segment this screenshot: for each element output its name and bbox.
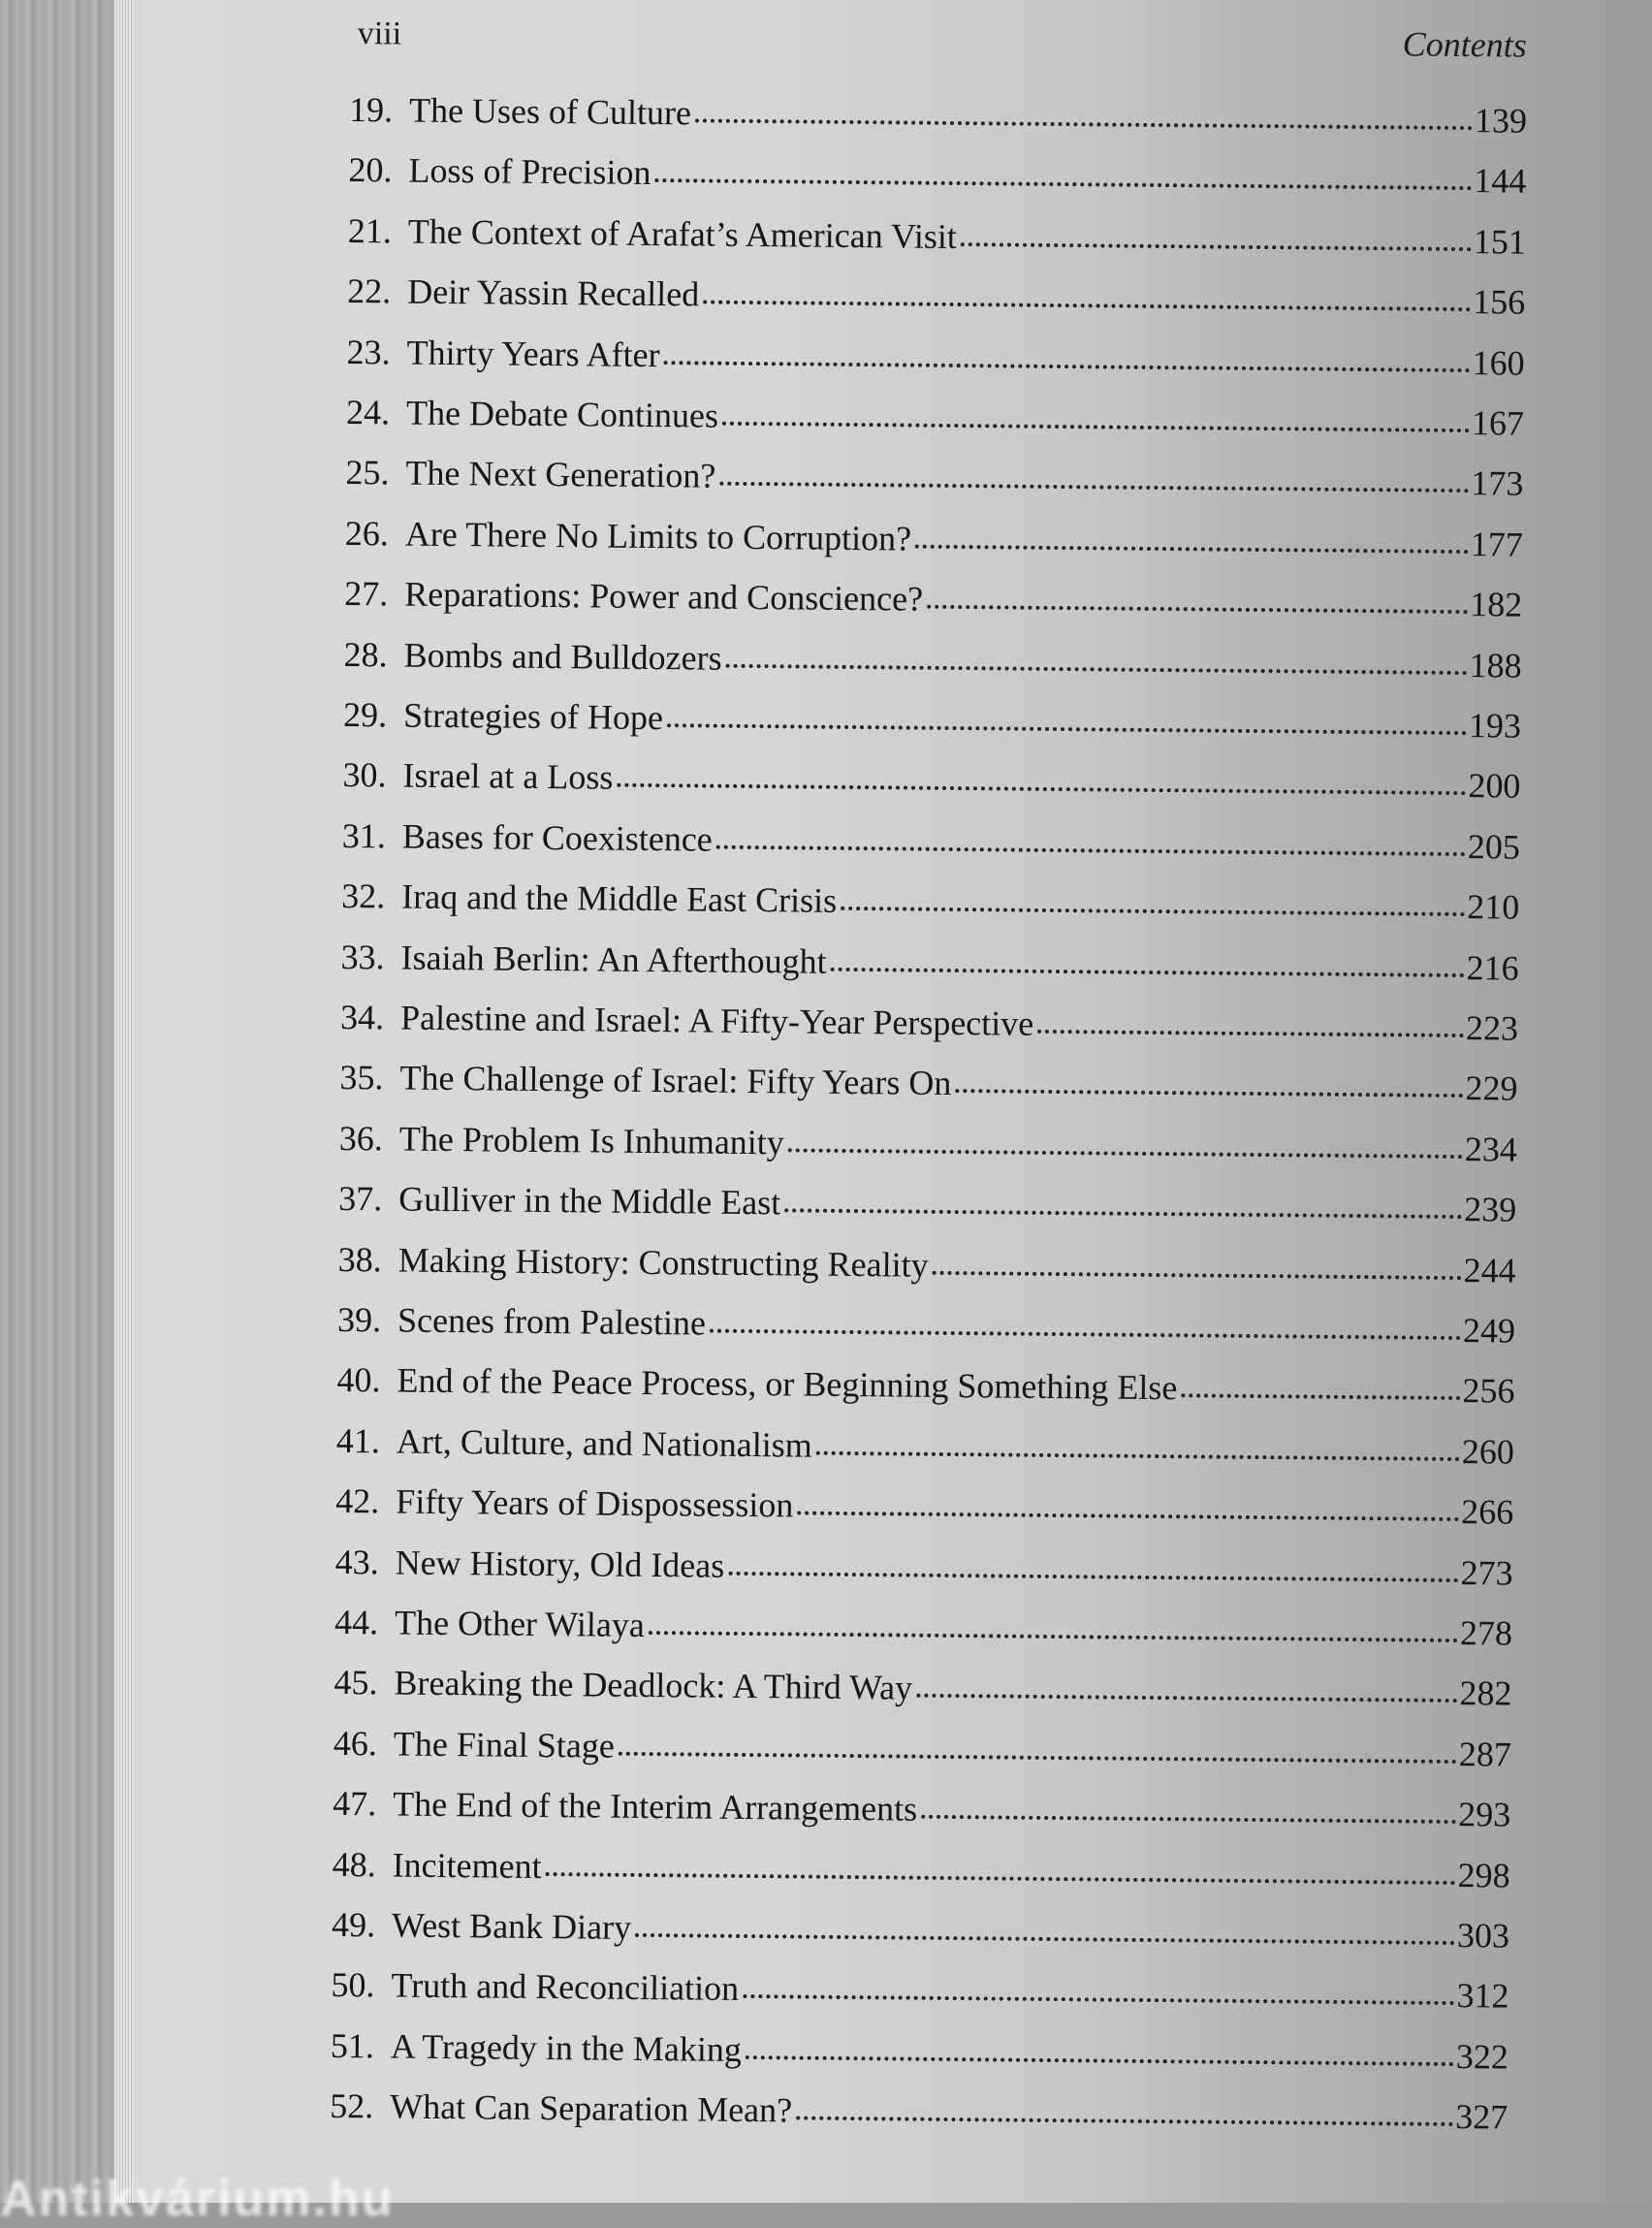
dot-leader <box>796 2117 1453 2127</box>
dot-leader <box>617 783 1466 795</box>
dot-leader <box>716 844 1466 855</box>
entry-number: 31. <box>341 815 387 856</box>
entry-page: 278 <box>1459 1613 1513 1653</box>
entry-number: 52. <box>330 2086 374 2126</box>
entry-number: 28. <box>343 634 388 674</box>
entry-title: The Next Generation? <box>405 453 716 496</box>
dot-leader <box>784 1209 1462 1220</box>
entry-title: Bombs and Bulldozers <box>403 635 722 678</box>
entry-page: 260 <box>1461 1431 1515 1472</box>
dot-leader <box>664 361 1471 372</box>
entry-number: 41. <box>335 1420 381 1461</box>
entry-page: 244 <box>1463 1250 1516 1290</box>
dot-leader <box>927 605 1468 614</box>
entry-page: 249 <box>1462 1311 1516 1351</box>
entry-number: 21. <box>347 210 393 251</box>
entry-title: The End of the Interim Arrangements <box>393 1784 918 1829</box>
entry-title: Incitement <box>392 1845 542 1886</box>
entry-page: 156 <box>1473 282 1526 322</box>
toc-entry <box>345 452 1523 512</box>
entry-title: Fifty Years of Dispossession <box>396 1481 794 1525</box>
entry-title: Making History: Constructing Reality <box>397 1240 929 1285</box>
toc-entry <box>339 1057 1517 1117</box>
toc-entry <box>331 1964 1509 2024</box>
entry-title: The Problem Is Inhumanity <box>398 1119 784 1162</box>
entry-number: 37. <box>338 1179 383 1219</box>
dot-leader <box>830 967 1464 976</box>
toc-entry <box>334 1542 1512 1602</box>
entry-page: 223 <box>1465 1008 1519 1048</box>
entry-page: 193 <box>1468 706 1522 746</box>
entry-title: End of the Peace Process, or Beginning Something Else <box>397 1360 1178 1408</box>
toc-entry <box>340 937 1518 997</box>
entry-number: 22. <box>347 271 392 311</box>
entry-title: Loss of Precision <box>408 150 651 193</box>
entry-page: 173 <box>1471 463 1524 504</box>
toc-entry <box>336 1420 1514 1480</box>
dot-leader <box>654 178 1472 190</box>
entry-number: 23. <box>346 332 391 372</box>
entry-number: 32. <box>341 876 386 916</box>
toc-entry <box>339 1118 1517 1178</box>
entry-title: Strategies of Hope <box>402 695 664 738</box>
dot-leader <box>619 1752 1457 1764</box>
toc-entry <box>341 875 1519 936</box>
entry-number: 49. <box>331 1904 376 1945</box>
entry-page: 177 <box>1470 524 1524 564</box>
entry-page: 293 <box>1458 1795 1511 1834</box>
entry-title: The Final Stage <box>393 1724 616 1766</box>
entry-number: 51. <box>330 2025 375 2066</box>
entry-title: Breaking the Deadlock: A Third Way <box>394 1663 913 1708</box>
entry-page: 210 <box>1467 887 1520 927</box>
watermark: Antikvárium.hu <box>0 2171 395 2227</box>
entry-title: The Challenge of Israel: Fifty Years On <box>399 1058 952 1103</box>
toc-entry <box>346 332 1524 392</box>
toc-entry <box>334 1662 1511 1722</box>
entry-title: Are There No Limits to Corruption? <box>404 514 912 558</box>
entry-title: Scenes from Palestine <box>397 1300 707 1343</box>
entry-number: 48. <box>332 1844 376 1884</box>
entry-number: 33. <box>340 937 385 976</box>
entry-page: 322 <box>1455 2036 1509 2077</box>
entry-number: 25. <box>345 453 390 493</box>
toc-entry <box>349 89 1527 149</box>
dot-leader <box>746 2055 1454 2066</box>
entry-number: 26. <box>344 513 390 554</box>
entry-page: 298 <box>1457 1855 1510 1895</box>
entry-title: The Other Wilaya <box>394 1603 646 1644</box>
toc-entry <box>343 694 1521 754</box>
entry-number: 35. <box>339 1058 384 1098</box>
entry-title: The Context of Arafat’s American Visit <box>407 211 958 256</box>
entry-title: New History, Old Ideas <box>395 1543 725 1585</box>
entry-title: Iraq and the Middle East Crisis <box>401 876 838 921</box>
dot-leader <box>719 482 1469 493</box>
dot-leader <box>635 1933 1455 1945</box>
dot-leader <box>797 1512 1459 1522</box>
dot-leader <box>703 301 1471 312</box>
toc-entry <box>342 815 1520 875</box>
entry-page: 234 <box>1464 1129 1518 1169</box>
entry-page: 205 <box>1467 826 1521 867</box>
entry-title: Isaiah Berlin: An Afterthought <box>400 938 827 981</box>
entry-number: 43. <box>334 1542 379 1581</box>
entry-page: 151 <box>1473 221 1527 262</box>
toc-entry <box>348 149 1526 209</box>
toc-entry <box>334 1602 1512 1662</box>
entry-title: The Debate Continues <box>405 393 719 435</box>
dot-leader <box>915 544 1469 553</box>
entry-number: 29. <box>342 694 388 735</box>
running-title: Contents <box>1402 24 1527 65</box>
toc-entry <box>330 2085 1508 2146</box>
entry-number: 45. <box>334 1663 378 1703</box>
entry-title: Thirty Years After <box>406 333 660 374</box>
entry-page: 303 <box>1456 1916 1510 1956</box>
entry-page: 182 <box>1470 585 1523 624</box>
toc-entry <box>346 392 1524 452</box>
dot-leader <box>933 1270 1462 1279</box>
entry-number: 46. <box>333 1723 378 1764</box>
entry-number: 42. <box>335 1481 380 1521</box>
entry-title: Israel at a Loss <box>402 755 614 798</box>
toc-entry <box>332 1844 1509 1904</box>
entry-number: 20. <box>348 150 393 190</box>
entry-number: 19. <box>348 90 394 130</box>
entry-number: 47. <box>333 1784 377 1824</box>
dot-leader <box>743 1994 1454 2005</box>
entry-page: 287 <box>1458 1734 1512 1774</box>
dot-leader <box>921 1815 1456 1824</box>
dot-leader <box>695 118 1473 130</box>
entry-page: 167 <box>1471 403 1525 443</box>
dot-leader <box>1037 1030 1464 1037</box>
entry-page: 327 <box>1455 2097 1509 2137</box>
toc-entry <box>335 1480 1513 1541</box>
toc-entry <box>332 1904 1509 1964</box>
entry-title: Reparations: Power and Conscience? <box>404 574 924 619</box>
dot-leader <box>726 663 1468 674</box>
toc-entry <box>336 1359 1514 1419</box>
entry-number: 36. <box>338 1118 384 1159</box>
entry-page: 273 <box>1460 1552 1513 1593</box>
dot-leader <box>710 1329 1461 1340</box>
entry-title: Truth and Reconciliation <box>391 1965 740 2009</box>
entry-title: A Tragedy in the Making <box>390 2026 743 2069</box>
toc-entry <box>342 754 1520 814</box>
entry-number: 24. <box>345 392 391 432</box>
entry-page: 188 <box>1469 645 1522 685</box>
entry-page: 239 <box>1464 1190 1517 1229</box>
toc-entry <box>345 513 1523 573</box>
toc-entry <box>331 2025 1509 2085</box>
entry-page: 200 <box>1468 766 1521 807</box>
entry-page: 256 <box>1462 1371 1515 1411</box>
entry-page: 144 <box>1474 161 1527 202</box>
entry-number: 30. <box>342 755 387 795</box>
entry-title: West Bank Diary <box>391 1905 632 1947</box>
entry-title: Deir Yassin Recalled <box>407 271 700 314</box>
dot-leader <box>546 1872 1456 1885</box>
entry-title: The Uses of Culture <box>408 90 692 133</box>
toc-entry <box>348 210 1526 271</box>
entry-title: Bases for Coexistence <box>401 816 713 859</box>
entry-page: 229 <box>1465 1068 1518 1109</box>
dot-leader <box>649 1631 1458 1642</box>
dot-leader <box>728 1571 1458 1581</box>
toc-entry <box>344 573 1522 633</box>
entry-title: Palestine and Israel: A Fifty-Year Perspective <box>399 998 1034 1043</box>
entry-page: 139 <box>1474 101 1528 141</box>
dot-leader <box>816 1450 1460 1460</box>
entry-number: 38. <box>337 1239 382 1279</box>
toc-entry <box>333 1783 1510 1843</box>
toc-entry <box>347 271 1525 331</box>
entry-number: 40. <box>336 1360 381 1400</box>
entry-page: 266 <box>1461 1492 1514 1532</box>
entry-title: Gulliver in the Middle East <box>398 1179 781 1223</box>
dot-leader <box>841 907 1465 916</box>
entry-page: 282 <box>1459 1673 1512 1713</box>
dot-leader <box>1181 1394 1460 1401</box>
dot-leader <box>916 1694 1457 1703</box>
entry-number: 39. <box>336 1299 382 1340</box>
toc-entry <box>338 1178 1516 1238</box>
entry-page: 216 <box>1466 947 1519 988</box>
dot-leader <box>961 242 1472 251</box>
entry-number: 50. <box>331 1965 375 2005</box>
entry-title: What Can Separation Mean? <box>390 2086 793 2130</box>
toc-entry <box>337 1239 1515 1299</box>
page-number: viii <box>357 16 402 52</box>
dot-leader <box>667 723 1467 735</box>
entry-title: Art, Culture, and Nationalism <box>396 1421 812 1465</box>
entry-number: 34. <box>339 997 385 1037</box>
dot-leader <box>788 1148 1463 1159</box>
toc-entry <box>343 634 1521 694</box>
toc-entry <box>337 1299 1515 1359</box>
dot-leader <box>722 422 1470 432</box>
toc-entry <box>334 1723 1511 1783</box>
entry-number: 27. <box>344 574 389 614</box>
toc-entry <box>340 997 1518 1057</box>
entry-page: 312 <box>1456 1976 1509 2016</box>
entry-page: 160 <box>1472 342 1525 383</box>
entry-number: 44. <box>334 1602 379 1642</box>
dot-leader <box>955 1089 1463 1098</box>
